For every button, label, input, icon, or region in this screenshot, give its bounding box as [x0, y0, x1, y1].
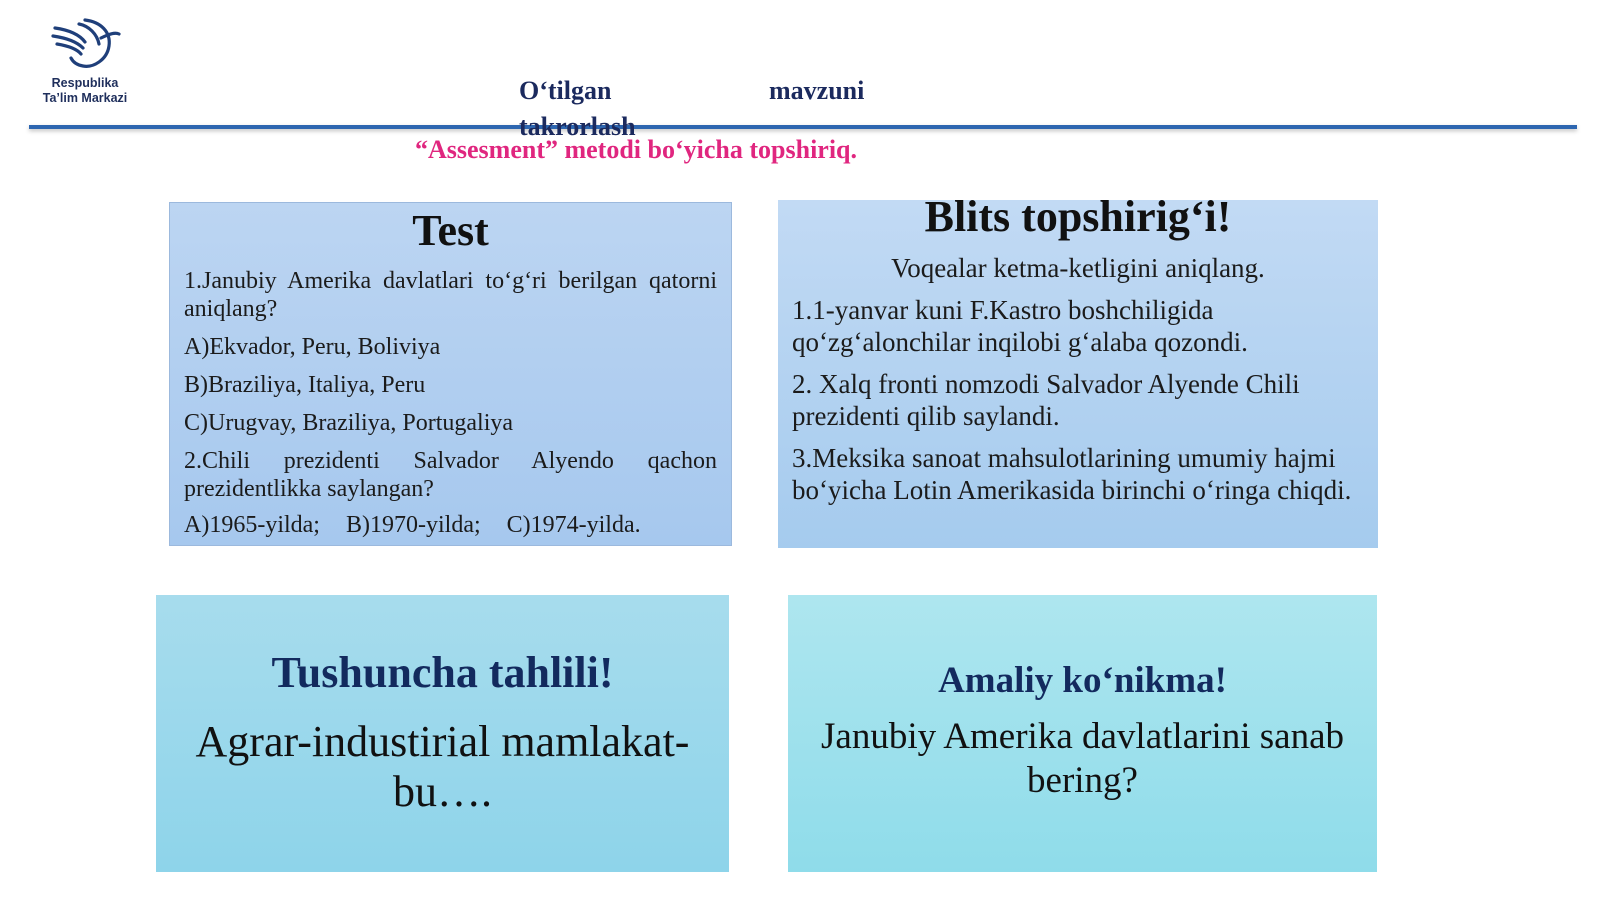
blits-heading: Blits topshirig‘i! [924, 192, 1232, 241]
test-question-1: 1.Janubiy Amerika davlatlari to‘g‘ri berilgan qatorni aniqlang? [184, 268, 717, 322]
logo [30, 16, 140, 106]
tushuncha-heading: Tushuncha tahlili! [271, 648, 614, 697]
header-divider [29, 125, 1577, 129]
amaliy-heading: Amaliy ko‘nikma! [938, 660, 1227, 701]
logo-line-1: Respublika [51, 76, 119, 90]
test-q1-option-a: A)Ekvador, Peru, Boliviya [184, 334, 441, 360]
blits-card [778, 192, 1378, 548]
page-subtitle: “Assesment” metodi bo‘yicha topshiriq. [415, 135, 858, 164]
amaliy-body: Janubiy Amerika davlatlarini sanab bering? [821, 716, 1344, 801]
tushuncha-card [156, 595, 729, 872]
test-q1-option-b: B)Braziliya, Italiya, Peru [184, 372, 426, 398]
logo-line-2: Ta’lim Markazi [42, 91, 128, 105]
page-title-part-3: mavzuni [769, 76, 865, 105]
amaliy-card [788, 595, 1377, 872]
page-title-part-1: O‘tilgan [519, 76, 612, 105]
blits-item-3: 3.Meksika sanoat mahsulotlarining umumiy hajmi bo‘yicha Lotin Amerikasida birinchi o‘ringa chiqdi. [792, 443, 1352, 505]
blits-item-1: 1.1-yanvar kuni F.Kastro boshchiligida qo‘zg‘alonchilar inqilobi g‘alaba qozondi. [792, 295, 1248, 357]
test-q2-options [184, 511, 717, 539]
page-title-part-2: takrorlash [519, 112, 636, 141]
test-question-2: 2.Chili prezidenti Salvador Alyendo qachon prezidentlikka saylangan? [184, 448, 717, 502]
test-q2-option-b: B)1970-yilda; [345, 512, 481, 538]
bird-icon [49, 16, 121, 76]
blits-item-2: 2. Xalq fronti nomzodi Salvador Alyende Chili prezidenti qilib saylandi. [792, 369, 1300, 431]
test-card [169, 202, 732, 546]
test-heading: Test [412, 206, 489, 255]
test-q2-option-c: C)1974-yilda. [506, 512, 641, 538]
test-q2-option-a: A)1965-yilda; [184, 512, 320, 538]
test-q1-option-c: C)Urugvay, Braziliya, Portugaliya [184, 410, 514, 436]
tushuncha-body: Agrar-industirial mamlakat-bu…. [195, 717, 690, 816]
blits-intro: Voqealar ketma-ketligini aniqlang. [891, 253, 1265, 283]
